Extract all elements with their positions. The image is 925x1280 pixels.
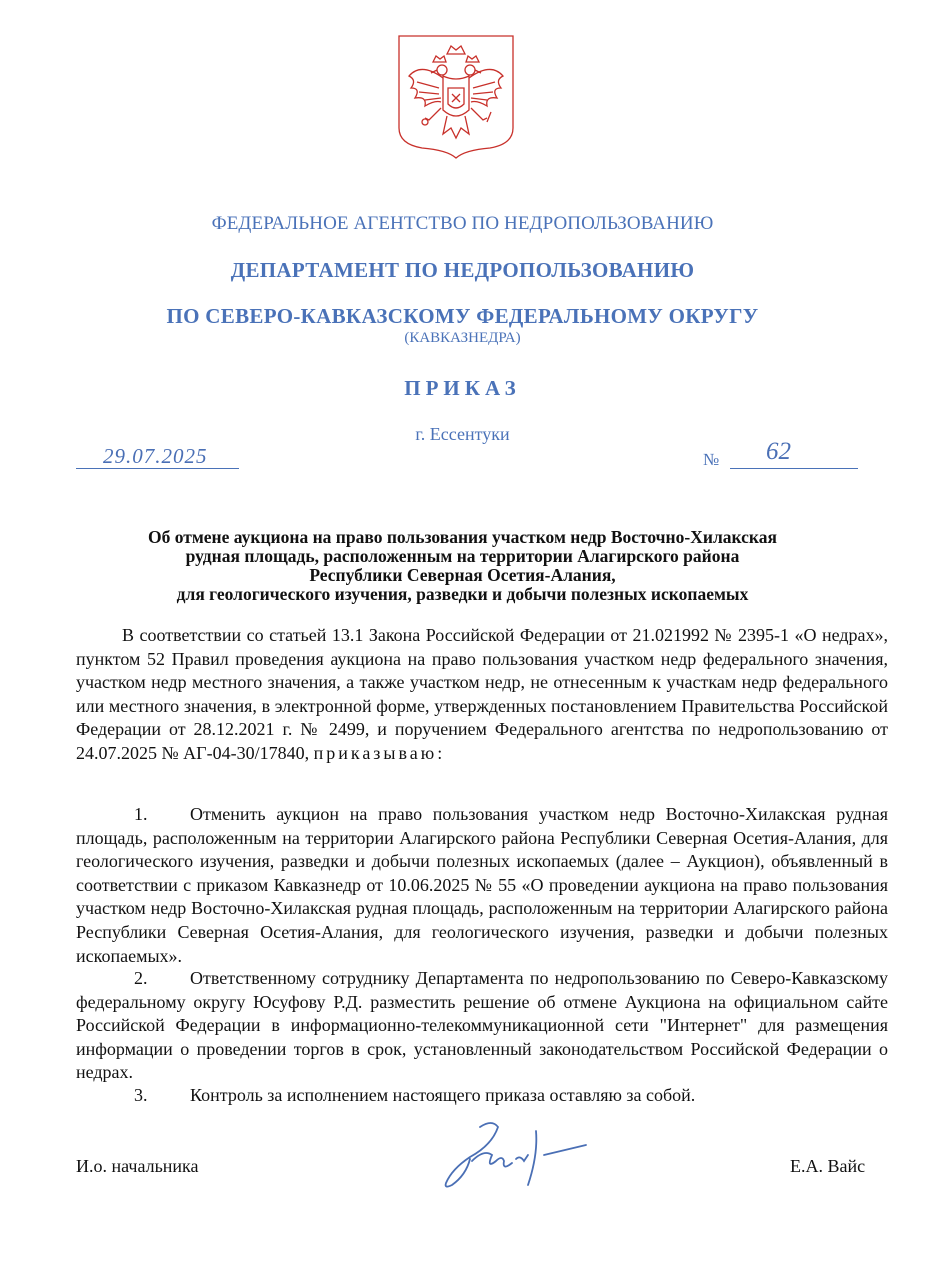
department-short-name: (КАВКАЗНЕДРА) [404, 330, 521, 346]
order-item [76, 967, 888, 1085]
item-number: 1. [134, 804, 148, 824]
intro-text: В соответствии со статьей 13.1 Закона Российской Федерации от 21.021992 № 2395-1 «О недрах», пунктом 52 Правил проведения аукциона на право пользования участком недр федерального значения, участком недр местного значения, а также участком недр, не отнесенным к участкам недр федерального или местного значения, в электронной форме, утвержденных постановлением Правительства Российской Федерации от 28.12.2021 г. № 2499, и поручением Федерального агентства по недропользованию от 24.07.2025 № АГ-04-30/17840, [76, 625, 888, 763]
handwritten-signature [440, 1115, 590, 1195]
signatory-role: И.о. начальника [76, 1156, 199, 1176]
order-date: 29.07.2025 [103, 444, 208, 468]
order-number: 62 [766, 438, 791, 465]
item-number: 3. [134, 1085, 148, 1105]
signatory-name: Е.А. Вайс [790, 1156, 866, 1176]
number-label: № [703, 450, 720, 469]
department-name-line1: ДЕПАРТАМЕНТ ПО НЕДРОПОЛЬЗОВАНИЮ [230, 258, 695, 282]
order-item [76, 1084, 888, 1108]
order-item [76, 803, 888, 968]
order-word: приказываю: [313, 742, 446, 763]
intro-paragraph [76, 624, 888, 766]
number-underline [730, 468, 858, 469]
agency-name: ФЕДЕРАЛЬНОЕ АГЕНТСТВО ПО НЕДРОПОЛЬЗОВАНИЮ [211, 213, 714, 234]
item-text: Ответственному сотруднику Департамента по недропользованию по Северо-Кавказскому федеральному округу Юсуфову Р.Д. разместить решение об отмене Аукциона на официальном сайте Российской Федерации в информационно-телекоммуникационной сети "Интернет" для размещения информации о проведении торгов в срок, установленный законодательством Российской Федерации о недрах. [76, 968, 888, 1083]
item-text: Контроль за исполнением настоящего приказа оставляю за собой. [190, 1085, 696, 1105]
item-text: Отменить аукцион на право пользования участком недр Восточно-Хилакская рудная площадь, расположенным на территории Алагирского района Республики Северная Осетия-Алания, для геологического изучения, разведки и добычи полезных ископаемых (далее – Аукцион), объявленный в соответствии с приказом Кавказнедр от 10.06.2025 № 55 «О проведении аукциона на право пользования участком недр Восточно-Хилакская рудная площадь, расположенным на территории Алагирского района Республики Северная Осетия-Алания, для геологического изучения, разведки и добычи полезных ископаемых». [76, 804, 888, 966]
title-line: рудная площадь, расположенным на территории Алагирского района [185, 546, 740, 566]
item-number: 2. [134, 968, 148, 988]
coat-of-arms-emblem [395, 32, 517, 160]
city: г. Ессентуки [415, 424, 510, 444]
title-line: для геологического изучения, разведки и добычи полезных ископаемых [176, 584, 749, 604]
title-line: Об отмене аукциона на право пользования участком недр Восточно-Хилакская [148, 527, 777, 547]
order-title [70, 528, 855, 604]
title-line: Республики Северная Осетия-Алания, [309, 565, 616, 585]
date-underline [76, 468, 239, 469]
department-name-line2: ПО СЕВЕРО-КАВКАЗСКОМУ ФЕДЕРАЛЬНОМУ ОКРУГУ [166, 304, 759, 328]
document-type: ПРИКАЗ [404, 376, 521, 400]
